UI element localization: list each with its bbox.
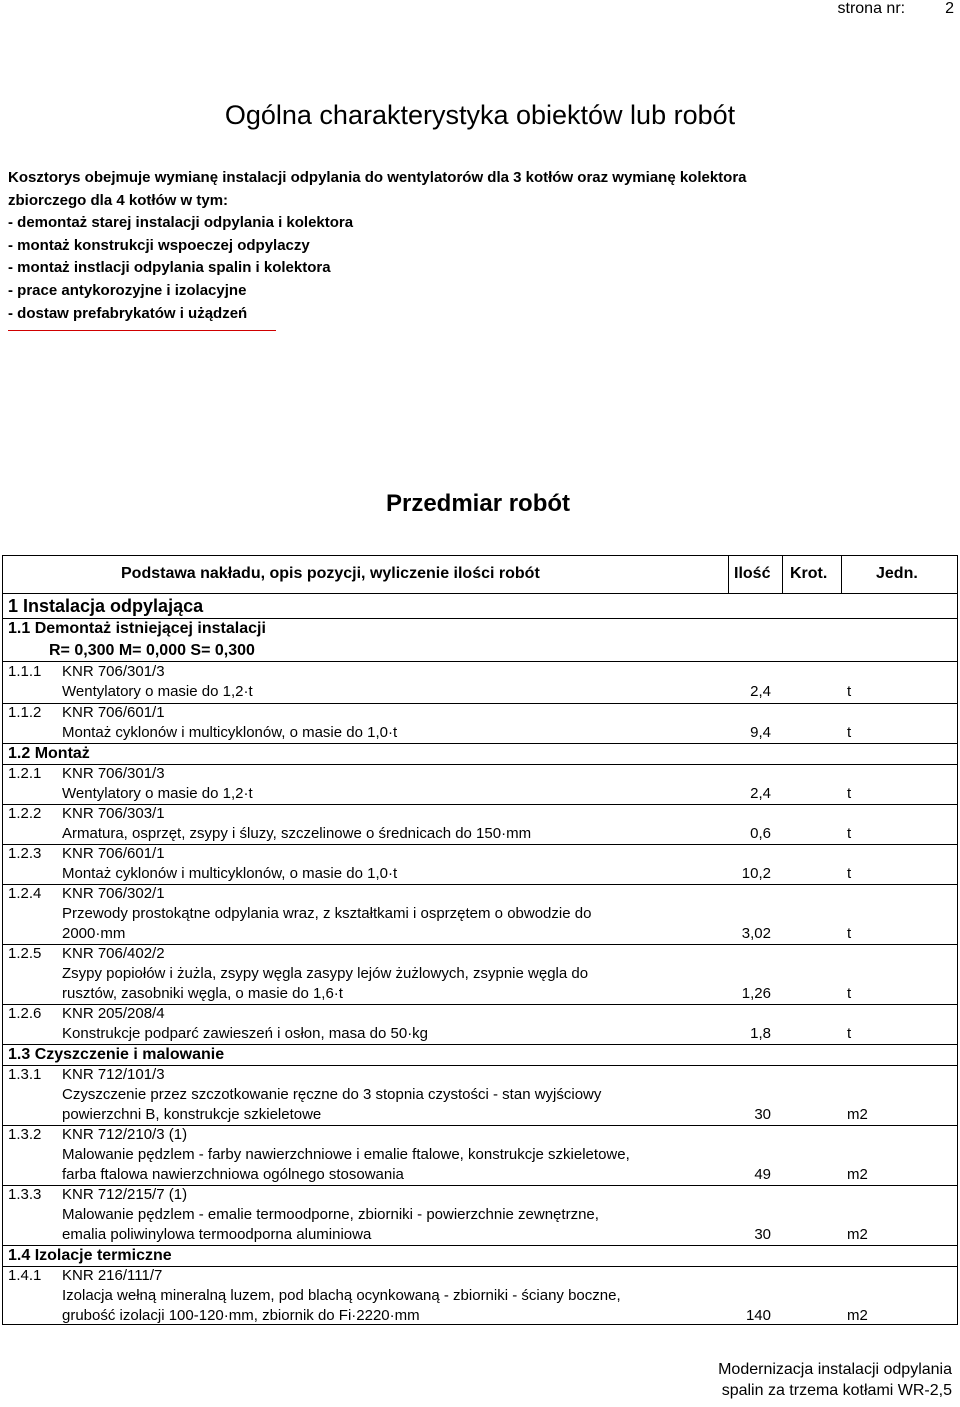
- item-number: 1.2.5: [8, 945, 42, 962]
- header-description: Podstawa nakładu, opis pozycji, wyliczenie ilości robót: [121, 565, 540, 582]
- item-code: KNR 706/301/3: [62, 765, 165, 782]
- item-unit: t: [847, 1025, 852, 1042]
- item-quantity: 30: [754, 1226, 771, 1243]
- item-code: KNR 712/210/3 (1): [62, 1126, 188, 1143]
- item-code: KNR 706/303/1: [62, 805, 165, 822]
- item-description: Przewody prostokątne odpylania wraz, z kształtkami i osprzętem o obwodzie do: [62, 905, 592, 922]
- item-unit: t: [847, 785, 852, 802]
- item-unit: t: [847, 985, 852, 1002]
- item-number: 1.2.2: [8, 805, 42, 822]
- item-description: farba ftalowa nawierzchniowa ogólnego stosowania: [62, 1166, 404, 1183]
- red-divider: [8, 330, 276, 331]
- item-quantity: 2,4: [750, 683, 771, 700]
- item-description: emalia poliwinylowa termoodporna aluminiowa: [62, 1226, 372, 1243]
- bill-of-quantities-table: Podstawa nakładu, opis pozycji, wyliczenie ilości robót Ilość Krot. Jedn. 1 Instalacja odpylająca 1.1 Demontaż istniejącej instalacji R= 0,300 M= 0,000 S= 0,300 1.1.1 KNR 706/301/3 Wentylatory o masie do 1,2·t 2,4 t 1.1.2 KNR 706/601/1 Montaż cyklonów i multicyklonów, o masie do 1,0·t 9,4 t 1.2 Montaż 1.2.1 KNR 706/301/3 Wentylatory o masie do 1,2·t 2,4 t 1.2.2 KNR 706/303/1 Armatura, osprzęt, zsypy i śluzy, szczelinowe o średnicach do 150·mm 0,6 t 1.2.3 KNR 706/601/1 Montaż cyklonów i multicyklonów, o masie do 1,0·t 10,2 t 1.2.4 KNR 706/302/1 Przewody prostokątne odpylania wraz, z kształtkami i osprzętem o obwodzie do 2000·mm 3,02 t 1.2.5 KNR 706/402/2 Zsypy popiołów i żużla, zsypy węgla zasypy lejów żużlowych, zsypnie węgla do rusztów, zasobniki węgla, o masie do 1,6·t 1,26 t 1.2.6 KNR 205/208/4 Konstrukcje podparć zawieszeń i osłon, masa do 50·kg 1,8 t 1.3 Czyszczenie i malowanie 1.3.1 KNR 712/101/3 Czyszczenie przez szczotkowanie ręczne do 3 stopnia czystości - stan wyjściowy powierzchni B, konstrukcje szkieletowe 30 m2 1.3.2 KNR 712/210/3 (1) Malowanie pędzlem - farby nawierzchniowe i emalie ftalowe, konstrukcje szkieletowe, farba ftalowa nawierzchniowa ogólnego stosowania 49 m2 1.3.3 KNR 712/215/7 (1) Malowanie pędzlem - emalie termoodporne, zbiorniki - powierzchnie zewnętrzne, emalia poliwinylowa termoodporna aluminiowa 30 m2 1.4 Izolacje termiczne 1.4.1 KNR 216/111/7 Izolacja wełną mineralną luzem, pod blachą ocynkowaną - zbiorniki - ściany boczne, grubość izolacji 100-120·mm, zbiornik do Fi·2220·mm 140 m2: [2, 555, 958, 1325]
- item-quantity: 10,2: [741, 865, 771, 882]
- intro-line: - montaż instlacji odpylania spalin i kolektora: [8, 259, 331, 277]
- header-unit: Jedn.: [876, 565, 918, 582]
- table-header: [3, 556, 957, 594]
- footer-line: spalin za trzema kotłami WR-2,5: [721, 1382, 952, 1399]
- item-quantity: 30: [754, 1106, 771, 1123]
- header-krot: Krot.: [790, 565, 828, 582]
- footer-project-name: [718, 1359, 952, 1401]
- item-number: 1.3.3: [8, 1186, 42, 1203]
- item-quantity: 0,6: [750, 825, 771, 842]
- item-number: 1.2.4: [8, 885, 42, 902]
- item-description: Wentylatory o masie do 1,2·t: [62, 683, 253, 700]
- item-number: 1.3.2: [8, 1126, 42, 1143]
- intro-line: zbiorczego dla 4 kotłów w tym:: [8, 191, 229, 209]
- item-number: 1.2.6: [8, 1005, 42, 1022]
- header-divider: [841, 556, 842, 593]
- row-separator: [3, 743, 957, 744]
- item-quantity: 1,8: [750, 1025, 771, 1042]
- item-code: KNR 706/601/1: [62, 845, 165, 862]
- item-quantity: 3,02: [741, 925, 771, 942]
- header-divider: [782, 556, 783, 593]
- item-description: 2000·mm: [62, 925, 126, 942]
- item-quantity: 2,4: [750, 785, 771, 802]
- item-description: Wentylatory o masie do 1,2·t: [62, 785, 253, 802]
- item-code: KNR 712/101/3: [62, 1066, 165, 1083]
- item-quantity: 9,4: [750, 724, 771, 741]
- document-title: Ogólna charakterystyka obiektów lub robót: [224, 100, 736, 130]
- item-description: Zsypy popiołów i żużla, zsypy węgla zasypy lejów żużlowych, zsypnie węgla do: [62, 965, 589, 982]
- item-unit: t: [847, 683, 852, 700]
- item-code: KNR 706/601/1: [62, 704, 165, 721]
- item-unit: t: [847, 825, 852, 842]
- item-quantity: 1,26: [741, 985, 771, 1002]
- item-description: Malowanie pędzlem - farby nawierzchniowe i emalie ftalowe, konstrukcje szkieletowe,: [62, 1146, 630, 1163]
- item-code: KNR 712/215/7 (1): [62, 1186, 188, 1203]
- item-quantity: 140: [745, 1307, 771, 1324]
- intro-line: - montaż konstrukcji wspoeczej odpylaczy: [8, 236, 310, 254]
- header-divider: [728, 556, 729, 593]
- item-code: KNR 706/301/3: [62, 663, 165, 680]
- item-unit: m2: [847, 1307, 868, 1324]
- item-description: Montaż cyklonów i multicyklonów, o masie do 1,0·t: [62, 865, 398, 882]
- item-unit: t: [847, 865, 852, 882]
- intro-line: - demontaż starej instalacji odpylania i kolektora: [8, 214, 354, 232]
- item-number: 1.2.1: [8, 765, 42, 782]
- item-description: powierzchni B, konstrukcje szkieletowe: [62, 1106, 322, 1123]
- item-number: 1.1.2: [8, 704, 42, 721]
- header-quantity: Ilość: [734, 565, 771, 582]
- item-number: 1.1.1: [8, 663, 42, 680]
- intro-text: [8, 167, 908, 325]
- item-unit: m2: [847, 1226, 868, 1243]
- item-unit: t: [847, 925, 852, 942]
- item-description: rusztów, zasobniki węgla, o masie do 1,6·t: [62, 985, 343, 1002]
- item-number: 1.4.1: [8, 1267, 42, 1284]
- item-unit: t: [847, 724, 852, 741]
- page-number: [838, 0, 955, 18]
- item-description: Armatura, osprzęt, zsypy i śluzy, szczelinowe o średnicach do 150·mm: [62, 825, 532, 842]
- item-description: Czyszczenie przez szczotkowanie ręczne do 3 stopnia czystości - stan wyjściowy: [62, 1086, 602, 1103]
- intro-line: - prace antykorozyjne i izolacyjne: [8, 281, 247, 299]
- item-code: KNR 706/402/2: [62, 945, 165, 962]
- item-code: KNR 216/111/7: [62, 1267, 163, 1284]
- item-quantity: 49: [754, 1166, 771, 1183]
- item-description: Malowanie pędzlem - emalie termoodporne, zbiorniki - powierzchnie zewnętrzne,: [62, 1206, 599, 1223]
- item-number: 1.2.3: [8, 845, 42, 862]
- item-description: grubość izolacji 100-120·mm, zbiornik do Fi·2220·mm: [62, 1307, 420, 1324]
- item-number: 1.3.1: [8, 1066, 42, 1083]
- intro-line: - dostaw prefabrykatów i użądzeń: [8, 304, 248, 322]
- item-unit: m2: [847, 1106, 868, 1123]
- item-description: Montaż cyklonów i multicyklonów, o masie do 1,0·t: [62, 724, 398, 741]
- section-title: Przedmiar robót: [385, 490, 571, 517]
- item-description: Izolacja wełną mineralną luzem, pod blachą ocynkowaną - zbiorniki - ściany boczne,: [62, 1287, 621, 1304]
- item-description: Konstrukcje podparć zawieszeń i osłon, masa do 50·kg: [62, 1025, 429, 1042]
- item-code: KNR 205/208/4: [62, 1005, 165, 1022]
- page-number-label: strona nr:: [837, 0, 906, 17]
- item-code: KNR 706/302/1: [62, 885, 165, 902]
- footer-line: Modernizacja instalacji odpylania: [718, 1361, 952, 1378]
- item-unit: m2: [847, 1166, 868, 1183]
- page-number-value: 2: [945, 0, 954, 17]
- intro-line: Kosztorys obejmuje wymianę instalacji odpylania do wentylatorów dla 3 kotłów oraz wymianę kolektora: [8, 169, 747, 186]
